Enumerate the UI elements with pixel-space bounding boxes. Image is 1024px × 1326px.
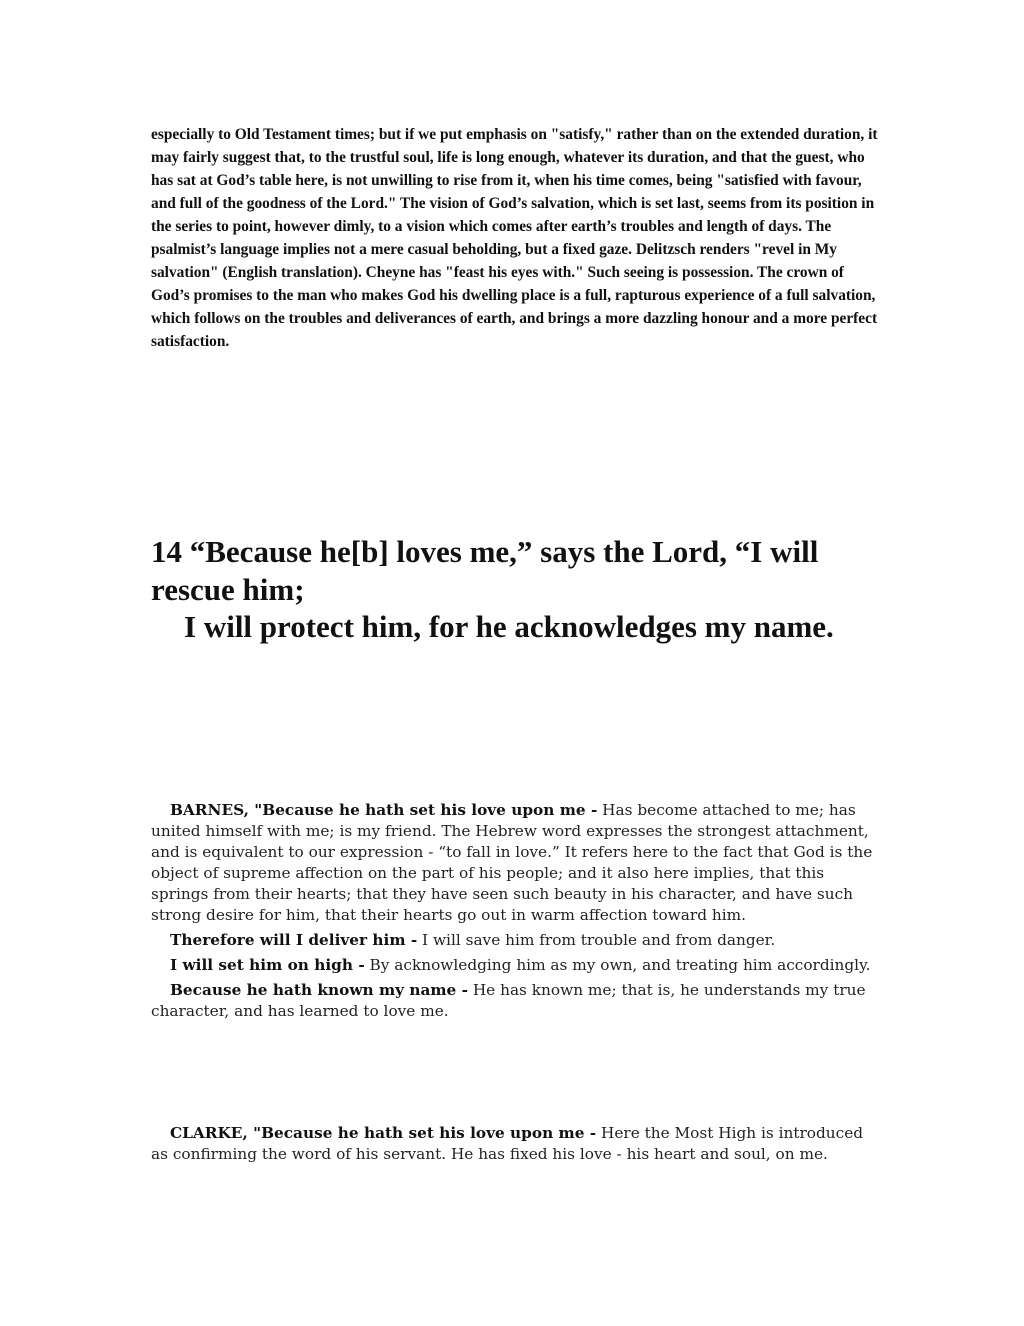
barnes-paragraph-3 xyxy=(151,955,879,976)
barnes-text-3: By acknowledging him as my own, and treating him accordingly. xyxy=(364,956,871,974)
barnes-text-1: Has become attached to me; has united himself with me; is my friend. The Hebrew word expresses the strongest attachment, and is equivalent to our expression - “to fall in love.” It refers here to the fact that God is the object of supreme affection on the part of his people; and it also here implies, that this springs from their hearts; that they have seen such beauty in his character, and have such strong desire for him, that their hearts go out in warm affection toward him. xyxy=(151,801,873,924)
barnes-paragraph-1 xyxy=(151,800,879,926)
barnes-paragraph-4 xyxy=(151,980,879,1022)
barnes-subheading-3: I will set him on high - xyxy=(170,956,365,974)
intro-paragraph: especially to Old Testament times; but if we put emphasis on "satisfy," rather than on the extended duration, it may fairly suggest that, to the trustful soul, life is long enough, whatever its duration, and that the guest, who has sat at God’s table here, is not unwilling to rise from it, when his time comes, being "satisfied with favour, and full of the goodness of the Lord." The vision of God’s salvation, which is set last, seems from its position in the series to point, however dimly, to a vision which comes after earth’s troubles and length of days. The psalmist’s language implies not a mere casual beholding, but a fixed gaze. Delitzsch renders "revel in My salvation" (English translation). Cheyne has "feast his eyes with." Such seeing is possession. The crown of God’s promises to the man who makes God his dwelling place is a full, rapturous experience of a full salvation, which follows on the troubles and deliverances of earth, and brings a more dazzling honour and a more perfect satisfaction. xyxy=(151,126,878,350)
verse-line-2: I will protect him, for he acknowledges my name. xyxy=(184,609,834,644)
clarke-text-1: Here the Most High is introduced as confirming the word of his servant. He has fixed his love - his heart and soul, on me. xyxy=(151,1124,864,1163)
barnes-subheading-4: Because he hath known my name - xyxy=(170,981,468,999)
barnes-paragraph-2 xyxy=(151,930,879,951)
barnes-subheading-2: Therefore will I deliver him - xyxy=(170,931,418,949)
verse-heading xyxy=(151,533,851,646)
clarke-heading: CLARKE, "Because he hath set his love upon me - xyxy=(170,1124,597,1142)
barnes-text-2: I will save him from trouble and from danger. xyxy=(417,931,776,949)
barnes-text-4: He has known me; that is, he understands my true character, and has learned to love me. xyxy=(151,981,866,1020)
clarke-commentary xyxy=(151,1123,879,1169)
barnes-heading: BARNES, "Because he hath set his love upon me - xyxy=(170,801,598,819)
verse-line-1: 14 “Because he[b] loves me,” says the Lord, “I will rescue him; xyxy=(151,534,819,607)
barnes-commentary xyxy=(151,800,879,1026)
clarke-paragraph-1 xyxy=(151,1123,879,1165)
